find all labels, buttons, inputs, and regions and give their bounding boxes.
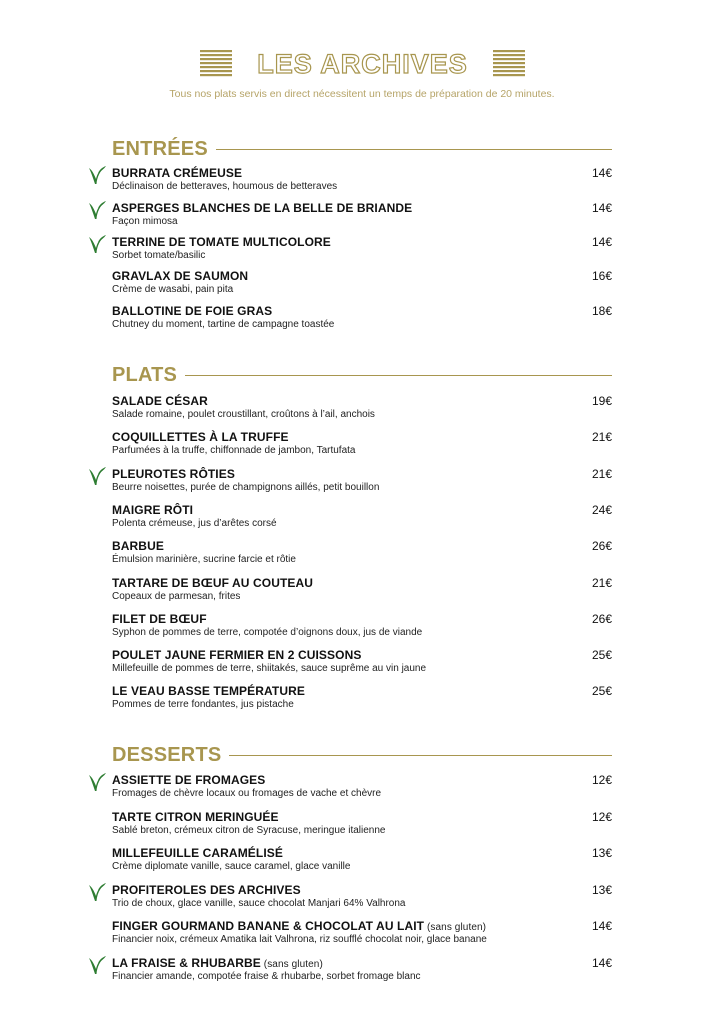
menu-item (0, 166, 724, 200)
menu-item (0, 773, 724, 807)
item-price: 12€ (591, 773, 612, 787)
menu-item (0, 576, 724, 610)
item-name (112, 612, 207, 626)
item-name-text: GRAVLAX DE SAUMON (112, 269, 249, 283)
item-name (112, 846, 283, 860)
item-name (112, 919, 486, 933)
item-description: Émulsion marinière, sucrine farcie et rôtie (112, 554, 296, 566)
item-name-text: MAIGRE RÔTI (112, 502, 194, 517)
item-name-text: PLEUROTES RÔTIES (112, 466, 235, 481)
menu-item (0, 846, 724, 880)
item-name-text: FILET DE BŒUF (112, 611, 207, 626)
item-description: Millefeuille de pommes de terre, shiitakés, sauce suprême au vin jaune (112, 663, 427, 675)
item-name-text: FINGER GOURMAND BANANE & CHOCOLAT AU LAIT (112, 919, 425, 933)
item-name (112, 166, 242, 180)
section-divider (229, 755, 612, 756)
logo-text: LES ARCHIVES (257, 48, 468, 79)
item-price: 14€ (591, 235, 612, 249)
item-name (112, 684, 305, 698)
item-name-text: BARBUE (112, 539, 164, 554)
item-name-text: TARTE CITRON MERINGUÉE (112, 809, 279, 824)
item-name (112, 304, 272, 318)
item-name-text: LA FRAISE & RHUBARBE (112, 955, 261, 970)
section-title: DESSERTS (112, 743, 222, 766)
item-name-text: BURRATA CRÉMEUSE (112, 166, 243, 180)
item-name (112, 539, 164, 553)
item-name (112, 235, 331, 249)
item-name-text: BALLOTINE DE FOIE GRAS (112, 303, 273, 318)
item-price: 26€ (591, 539, 612, 554)
item-description: Fromages de chèvre locaux ou fromages de vache et chèvre (112, 788, 382, 799)
item-price: 26€ (591, 611, 612, 626)
item-name-text: ASPERGES BLANCHES DE LA BELLE DE BRIANDE (112, 200, 413, 215)
tagline: Tous nos plats servis en direct nécessitent un temps de préparation de 20 minutes. (169, 88, 555, 100)
item-description: Financier amande, compotée fraise & rhubarbe, sorbet fromage blanc (112, 970, 421, 982)
section-title: PLATS (112, 363, 178, 386)
item-price: 24€ (591, 502, 612, 517)
menu-item (0, 269, 724, 303)
item-price: 12€ (591, 809, 612, 824)
item-name (112, 576, 313, 590)
item-name (112, 201, 412, 215)
menu-item (0, 467, 724, 501)
restaurant-logo (200, 49, 525, 79)
item-price: 14€ (591, 200, 612, 215)
item-name (112, 956, 323, 970)
item-price: 14€ (591, 919, 612, 933)
veg-leaf-icon (87, 233, 107, 255)
item-diet-note: (sans gluten) (260, 958, 323, 970)
item-description: Façon mimosa (112, 215, 178, 227)
item-description: Sablé breton, crémeux citron de Syracuse, meringue italienne (112, 824, 386, 836)
menu-item (0, 956, 724, 990)
item-price: 21€ (591, 430, 612, 445)
item-price: 13€ (591, 846, 612, 860)
item-diet-note: (sans gluten) (424, 922, 487, 933)
item-name-text: ASSIETTE DE FROMAGES (112, 773, 266, 787)
item-description: Sorbet tomate/basilic (112, 250, 206, 261)
veg-leaf-icon (87, 954, 107, 976)
item-description: Chutney du moment, tartine de campagne toastée (112, 318, 335, 330)
item-name (112, 394, 208, 408)
section-title: ENTRÉES (112, 137, 208, 160)
item-name-text: MILLEFEUILLE CARAMÉLISÉ (112, 846, 283, 860)
menu-item (0, 612, 724, 646)
menu-item (0, 648, 724, 682)
item-description: Financier noix, crémeux Amatika lait Valhrona, riz soufflé chocolat noir, glace banane (112, 934, 487, 945)
menu-item (0, 810, 724, 844)
item-price: 16€ (591, 269, 612, 283)
item-price: 13€ (591, 882, 612, 897)
menu-item (0, 304, 724, 338)
item-description: Pommes de terre fondantes, jus pistache (112, 699, 294, 711)
item-name-text: TERRINE DE TOMATE MULTICOLORE (112, 235, 331, 249)
item-price: 25€ (591, 648, 612, 663)
menu-item (0, 503, 724, 537)
section-divider (185, 375, 612, 376)
item-description: Copeaux de parmesan, frites (112, 590, 241, 602)
item-name (112, 503, 193, 517)
item-name (112, 648, 361, 662)
item-name-text: POULET JAUNE FERMIER EN 2 CUISSONS (112, 648, 362, 663)
item-description: Crème de wasabi, pain pita (112, 284, 234, 295)
item-name (112, 883, 301, 897)
veg-leaf-icon (87, 771, 107, 793)
item-price: 18€ (591, 303, 612, 318)
item-description: Parfumées à la truffe, chiffonnade de jambon, Tartufata (112, 445, 356, 457)
menu-item (0, 430, 724, 464)
menu-item (0, 394, 724, 428)
menu-item (0, 235, 724, 269)
veg-leaf-icon (87, 164, 107, 186)
menu-item (0, 539, 724, 573)
item-description: Crème diplomate vanille, sauce caramel, glace vanille (112, 861, 351, 872)
item-description: Syphon de pommes de terre, compotée d’oignons doux, jus de viande (112, 626, 423, 638)
item-name (112, 467, 235, 481)
item-name (112, 773, 265, 787)
item-price: 25€ (591, 684, 612, 699)
veg-leaf-icon (87, 199, 107, 221)
item-price: 21€ (591, 575, 612, 590)
item-name (112, 269, 248, 283)
item-name (112, 430, 289, 444)
item-name-text: COQUILLETTES À LA TRUFFE (112, 430, 289, 445)
item-price: 14€ (591, 955, 612, 970)
menu-item (0, 883, 724, 917)
item-name-text: LE VEAU BASSE TEMPÉRATURE (112, 684, 305, 699)
item-price: 14€ (591, 166, 612, 180)
section-divider (216, 149, 612, 150)
menu-item (0, 919, 724, 953)
item-description: Polenta crémeuse, jus d’arêtes corsé (112, 517, 277, 529)
item-price: 21€ (591, 466, 612, 481)
veg-leaf-icon (87, 881, 107, 903)
menu-item (0, 201, 724, 235)
item-name (112, 810, 279, 824)
item-price: 19€ (591, 394, 612, 408)
menu-item (0, 684, 724, 718)
item-name-text: SALADE CÉSAR (112, 394, 208, 408)
item-name-text: PROFITEROLES DES ARCHIVES (112, 882, 301, 897)
item-name-text: TARTARE DE BŒUF AU COUTEAU (112, 575, 314, 590)
item-description: Déclinaison de betteraves, houmous de betteraves (112, 181, 338, 192)
item-description: Trio de choux, glace vanille, sauce chocolat Manjari 64% Valhrona (112, 897, 406, 909)
item-description: Beurre noisettes, purée de champignons aillés, petit bouillon (112, 481, 380, 493)
veg-leaf-icon (87, 465, 107, 487)
item-description: Salade romaine, poulet croustillant, croûtons à l’ail, anchois (112, 409, 375, 420)
